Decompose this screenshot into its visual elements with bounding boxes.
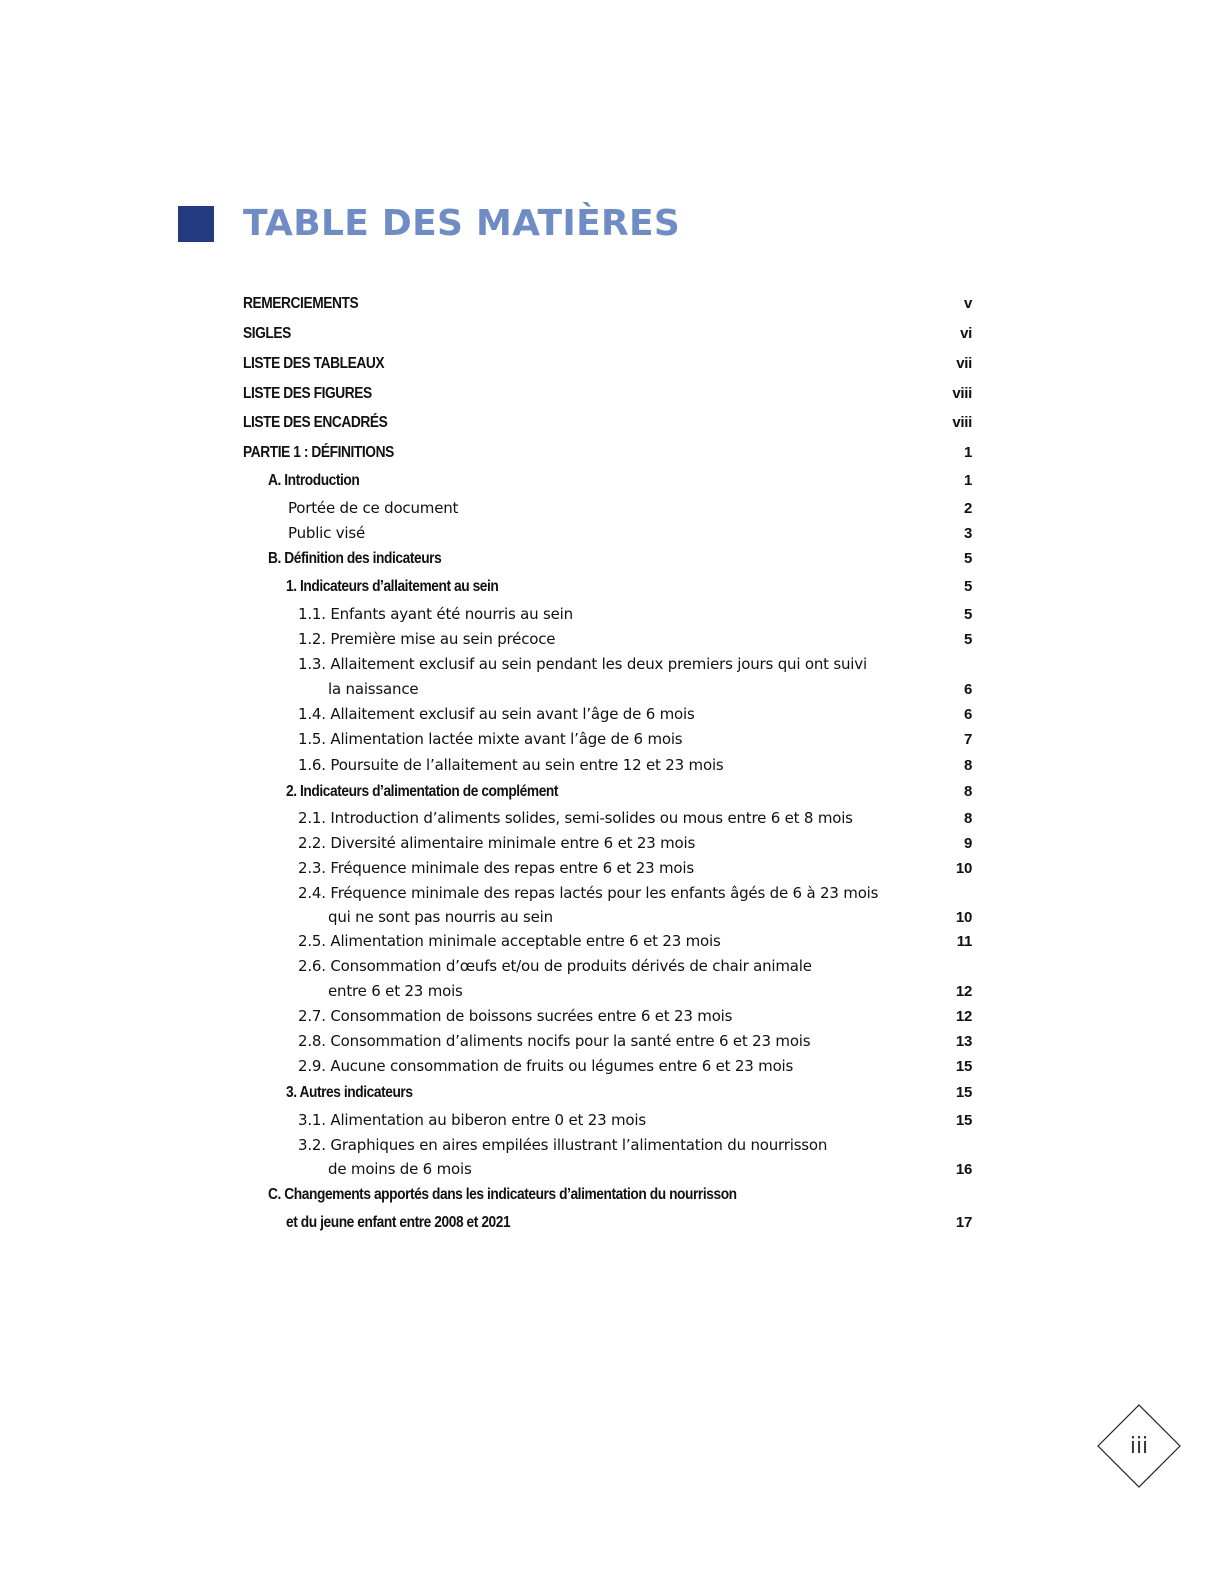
toc-entry-page: viii [952,385,972,402]
toc-entry-label: 3.1. Alimentation au biberon entre 0 et 23 mois [298,1111,646,1129]
toc-entry-label: 2. Indicateurs d’alimentation de complément [286,783,559,800]
toc-entry-2-6-cont[interactable] [328,982,972,1000]
toc-entry-label: C. Changements apportés dans les indicateurs d’alimentation du nourrisson [268,1186,737,1203]
toc-entry-2-2[interactable] [298,834,972,852]
toc-entry-label: 1. Indicateurs d’allaitement au sein [286,578,499,595]
toc-entry-label: SIGLES [243,325,291,342]
toc-entry-1-5[interactable] [298,730,972,748]
toc-entry-changements[interactable] [268,1186,972,1204]
toc-entry-label: 2.2. Diversité alimentaire minimale entre 6 et 23 mois [298,834,696,852]
toc-entry-page: 6 [963,681,972,698]
toc-entry-1-1[interactable] [298,605,972,623]
toc-entry-2-7[interactable] [298,1007,972,1025]
toc-entry-label: 2.8. Consommation d’aliments nocifs pour la santé entre 6 et 23 mois [298,1032,811,1050]
toc-entry-page: 3 [963,525,972,542]
toc-entry-label: 2.3. Fréquence minimale des repas entre 6 et 23 mois [298,859,694,877]
toc-entry-page: 13 [955,1033,972,1050]
toc-entry-label: B. Définition des indicateurs [268,550,442,567]
toc-entry-2-9[interactable] [298,1057,972,1075]
toc-entry-page: 12 [955,983,972,1000]
toc-entry-page: 8 [963,783,972,800]
title-square-icon [178,206,214,242]
toc-entry-partie-1[interactable] [243,444,972,462]
toc-entry-page: 12 [955,1008,972,1025]
toc-entry-label: 2.1. Introduction d’aliments solides, semi-solides ou mous entre 6 et 8 mois [298,809,853,827]
toc-entry-alimentation-complement[interactable] [286,783,972,801]
toc-entry-page: 2 [963,500,972,517]
toc-entry-page: 11 [956,933,972,950]
toc-entry-page: 15 [955,1058,972,1075]
toc-entry-label: 1.5. Alimentation lactée mixte avant l’âge de 6 mois [298,730,683,748]
toc-entry-label: 3. Autres indicateurs [286,1084,413,1101]
toc-entry-portee[interactable] [288,499,972,517]
toc-entry-remerciements[interactable] [243,295,972,313]
toc-entry-page: 15 [955,1084,972,1101]
toc-entry-liste-tableaux[interactable] [243,355,972,373]
toc-entry-liste-encadres[interactable] [243,414,972,432]
toc-entry-label: 1.3. Allaitement exclusif au sein pendant les deux premiers jours qui ont suivi [298,655,867,673]
toc-entry-page: 8 [963,757,972,774]
toc-entry-page: 15 [955,1112,972,1129]
toc-entry-page: v [963,295,972,312]
toc-entry-page: 10 [955,860,972,877]
toc-entry-allaitement[interactable] [286,578,972,596]
page-number-badge [1097,1404,1181,1488]
toc-entry-2-8[interactable] [298,1032,972,1050]
toc-entry-1-6[interactable] [298,756,972,774]
toc-entry-changements-cont[interactable] [286,1214,972,1232]
toc-entry-2-6[interactable] [298,957,972,975]
toc-entry-label: 2.7. Consommation de boissons sucrées entre 6 et 23 mois [298,1007,733,1025]
toc-entry-label: REMERCIEMENTS [243,295,359,312]
toc-entry-label: 1.1. Enfants ayant été nourris au sein [298,605,573,623]
page-number: iii [1129,1433,1149,1459]
toc-entry-public-vise[interactable] [288,524,972,542]
toc-entry-label: LISTE DES FIGURES [243,385,372,402]
toc-entry-2-1[interactable] [298,809,972,827]
toc-entry-label: 2.5. Alimentation minimale acceptable entre 6 et 23 mois [298,932,721,950]
toc-entry-page: vii [956,355,972,372]
toc-entry-introduction[interactable] [268,472,972,490]
page-title: TABLE DES MATIÈRES [243,203,681,244]
toc-entry-page: 5 [963,606,972,623]
toc-entry-label: 1.4. Allaitement exclusif au sein avant l’âge de 6 mois [298,705,695,723]
toc-entry-label-continued: et du jeune enfant entre 2008 et 2021 [286,1214,511,1231]
toc-entry-page: 7 [963,731,972,748]
toc-entry-page: 16 [955,1161,972,1178]
toc-entry-sigles[interactable] [243,325,972,343]
toc-entry-page: viii [952,414,972,431]
toc-entry-liste-figures[interactable] [243,385,972,403]
toc-entry-2-4[interactable] [298,884,972,902]
toc-entry-3-1[interactable] [298,1111,972,1129]
toc-entry-1-4[interactable] [298,705,972,723]
toc-entry-page: 10 [955,909,972,926]
toc-entry-label: 3.2. Graphiques en aires empilées illustrant l’alimentation du nourrisson [298,1136,828,1154]
toc-entry-label-continued: qui ne sont pas nourris au sein [328,908,553,926]
toc-entry-1-3-cont[interactable] [328,680,972,698]
toc-entry-2-4-cont[interactable] [328,908,972,926]
toc-entry-autres-indicateurs[interactable] [286,1084,972,1102]
toc-entry-page: 1 [963,472,972,489]
toc-entry-definition-indicateurs[interactable] [268,550,972,568]
toc-entry-label: LISTE DES ENCADRÉS [243,414,388,431]
toc-entry-page: 5 [963,578,972,595]
toc-entry-label: 1.6. Poursuite de l’allaitement au sein entre 12 et 23 mois [298,756,724,774]
toc-entry-page: 8 [963,810,972,827]
toc-entry-label: Public visé [288,524,366,542]
toc-entry-page: 5 [963,631,972,648]
toc-entry-label: 1.2. Première mise au sein précoce [298,630,556,648]
toc-entry-label-continued: entre 6 et 23 mois [328,982,463,1000]
toc-entry-page: 5 [963,550,972,567]
toc-entry-page: 6 [963,706,972,723]
toc-entry-label: 2.9. Aucune consommation de fruits ou légumes entre 6 et 23 mois [298,1057,794,1075]
toc-entry-page: vi [960,325,972,342]
toc-entry-2-3[interactable] [298,859,972,877]
toc-entry-2-5[interactable] [298,932,972,950]
toc-entry-3-2-cont[interactable] [328,1160,972,1178]
toc-entry-1-3[interactable] [298,655,972,673]
toc-entry-label: 2.4. Fréquence minimale des repas lactés pour les enfants âgés de 6 à 23 mois [298,884,879,902]
toc-entry-label-continued: de moins de 6 mois [328,1160,472,1178]
toc-entry-label: 2.6. Consommation d’œufs et/ou de produits dérivés de chair animale [298,957,812,975]
toc-entry-page: 17 [955,1214,972,1231]
toc-entry-label-continued: la naissance [328,680,419,698]
toc-entry-page: 9 [963,835,972,852]
toc-entry-label: A. Introduction [268,472,360,489]
toc-entry-page: 1 [963,444,972,461]
toc-entry-label: PARTIE 1 : DÉFINITIONS [243,444,394,461]
toc-entry-label: Portée de ce document [288,499,459,517]
toc-entry-label: LISTE DES TABLEAUX [243,355,385,372]
toc-entry-1-2[interactable] [298,630,972,648]
toc-entry-3-2[interactable] [298,1136,972,1154]
